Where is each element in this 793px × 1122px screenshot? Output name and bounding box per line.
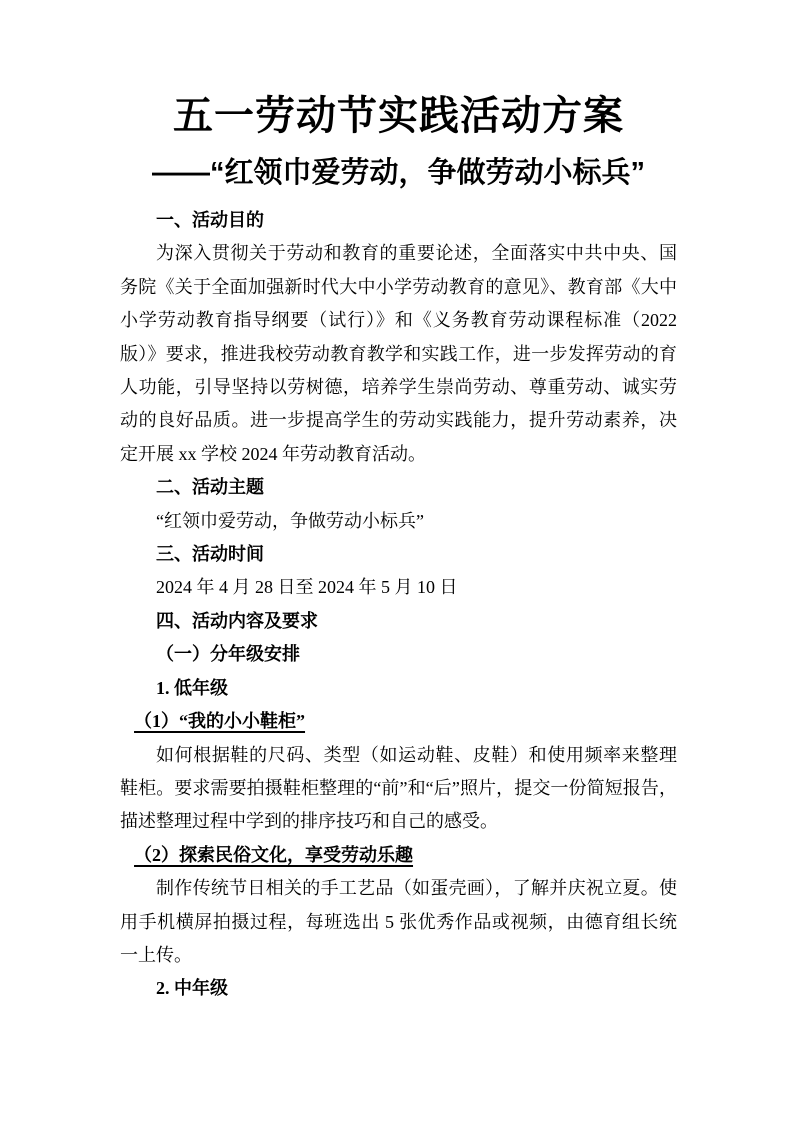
section-heading: 四、活动内容及要求 [156, 610, 318, 631]
section-heading: 二、活动主题 [156, 477, 264, 498]
paragraph: 如何根据鞋的尺码、类型（如运动鞋、皮鞋）和使用频率来整理鞋柜。要求需要拍摄鞋柜整理的“前”和“后”照片，提交一份简短报告，描述整理过程中学到的排序技巧和自己的感受。 [120, 744, 677, 832]
section-heading: 三、活动时间 [156, 544, 264, 565]
underlined-subheading: （2）探索民俗文化，享受劳动乐趣 [134, 844, 414, 865]
document-body [120, 204, 677, 1006]
underlined-subheading: （1）“我的小小鞋柜” [134, 711, 306, 732]
section-heading: 1. 低年级 [156, 677, 228, 698]
paragraph: “红领巾爱劳动，争做劳动小标兵” [156, 510, 424, 531]
document-title: 五一劳动节实践活动方案 [173, 94, 624, 138]
section-heading: （一）分年级安排 [156, 644, 300, 665]
paragraph: 制作传统节日相关的手工艺品（如蛋壳画），了解并庆祝立夏。使用手机横屏拍摄过程，每班选出 5 张优秀作品或视频，由德育组长统一上传。 [120, 878, 677, 965]
section-heading: 2. 中年级 [156, 978, 228, 999]
paragraph: 为深入贯彻关于劳动和教育的重要论述，全面落实中共中央、国务院《关于全面加强新时代大中小学劳动教育的意见》、教育部《大中小学劳动教育指导纲要（试行）》和《义务教育劳动课程标准（2022 版）》要求，推进我校劳动教育教学和实践工作，进一步发挥劳动的育人功能，引导坚持以劳树德，培养学生崇尚劳动、尊重劳动、诚实劳动的良好品质。进一步提高学生的劳动实践能力，提升劳动素养，决定开展 xx 学校 2024 年劳动教育活动。 [120, 243, 677, 464]
document-subtitle: ——“红领巾爱劳动，争做劳动小标兵” [151, 157, 645, 189]
paragraph: 2024 年 4 月 28 日至 2024 年 5 月 10 日 [156, 577, 458, 598]
section-heading: 一、活动目的 [156, 210, 264, 230]
